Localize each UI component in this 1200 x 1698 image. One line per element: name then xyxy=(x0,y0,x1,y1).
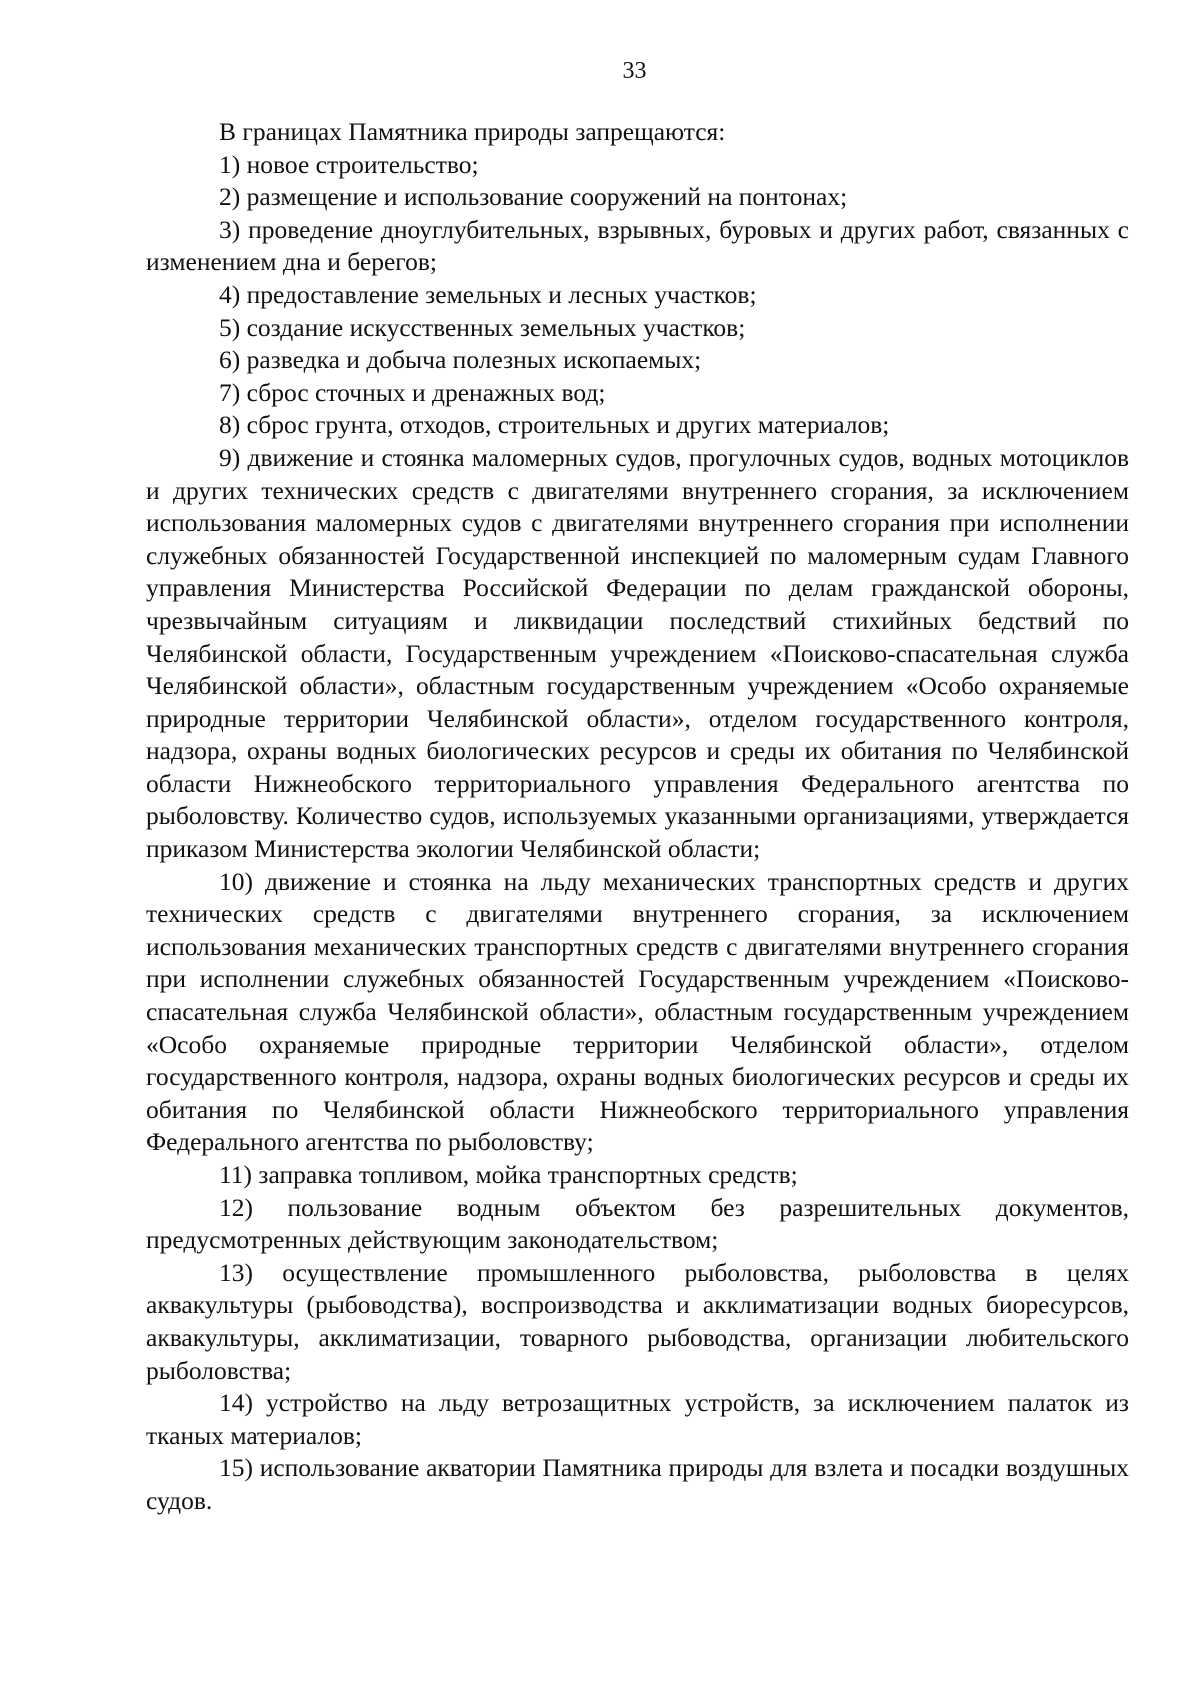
intro-paragraph: В границах Памятника природы запрещаются: xyxy=(219,117,726,146)
list-item: 10) движение и стоянка на льду механических транспортных средств и других технических средств с двигателями внутреннего сгорания, за исключением использования механических транспортных средств с двигателями внутреннего сгорания при исполнении служебных обязанностей Государственным учреждением «Поисково-спасательная служба Челябинской области», областным государственным учреждением «Особо охраняемые природные территории Челябинской области», отделом государственного контроля, надзора, охраны водных биологических ресурсов и среды их обитания по Челябинской области Нижнеобского территориального управления Федерального агентства по рыболовству; xyxy=(146,866,1129,1157)
list-item: 15) использование акватории Памятника природы для взлета и посадки воздушных судов. xyxy=(146,1453,1129,1515)
list-item: 9) движение и стоянка маломерных судов, прогулочных судов, водных мотоциклов и других технических средств с двигателями внутреннего сгорания, за исключением использования маломерных судов с двигателями внутреннего сгорания при исполнении служебных обязанностей Государственной инспекцией по маломерным судам Главного управления Министерства Российской Федерации по делам гражданской обороны, чрезвычайным ситуациям и ликвидации последствий стихийных бедствий по Челябинской области, Государственным учреждением «Поисково-спасательная служба Челябинской области», областным государственным учреждением «Особо охраняемые природные территории Челябинской области», отделом государственного контроля, надзора, охраны водных биологических ресурсов и среды их обитания по Челябинской области Нижнеобского территориального управления Федерального агентства по рыболовству. Количество судов, используемых указанными организациями, утверждается приказом Министерства экологии Челябинской области; xyxy=(146,442,1129,864)
list-item: 6) разведка и добыча полезных ископаемых; xyxy=(219,345,702,375)
list-item: 12) пользование водным объектом без разрешительных документов, предусмотренных действующим законодательством; xyxy=(146,1192,1129,1255)
page-number: 33 xyxy=(622,58,647,84)
list-item: 3) проведение дноуглубительных, взрывных, буровых и других работ, связанных с изменением дна и берегов; xyxy=(146,214,1129,277)
list-item: 2) размещение и использование сооружений на понтонах; xyxy=(219,182,848,212)
list-item: 11) заправка топливом, мойка транспортных средств; xyxy=(219,1160,798,1189)
list-item: 13) осуществление промышленного рыболовства, рыболовства в целях аквакультуры (рыбоводства), воспроизводства и акклиматизации водных биоресурсов, аквакультуры, акклиматизации, товарного рыбоводства, организации любительского рыболовства; xyxy=(146,1257,1129,1385)
list-item: 1) новое строительство; xyxy=(219,149,479,179)
list-item: 5) создание искусственных земельных участков; xyxy=(219,312,746,342)
list-item: 7) сброс сточных и дренажных вод; xyxy=(219,377,606,407)
list-item: 14) устройство на льду ветрозащитных устройств, за исключением палаток из тканых материалов; xyxy=(146,1388,1129,1450)
list-item: 8) сброс грунта, отходов, строительных и других материалов; xyxy=(219,410,890,440)
list-item: 4) предоставление земельных и лесных участков; xyxy=(219,279,757,309)
document-body xyxy=(146,116,1129,1518)
